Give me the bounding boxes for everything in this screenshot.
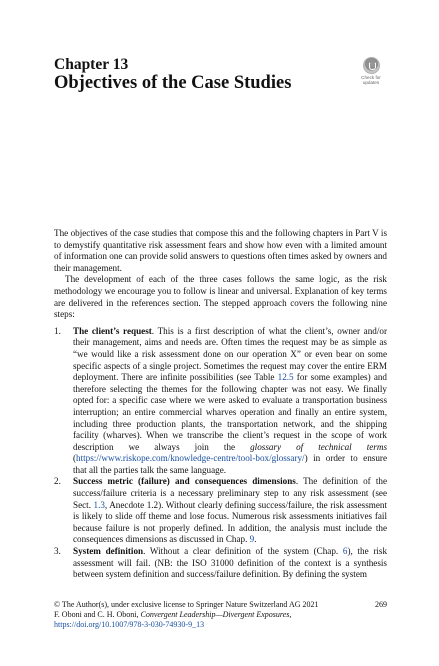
- section-reference-link[interactable]: 1.3: [93, 499, 105, 510]
- citation-line: F. Oboni and C. H. Oboni, Convergent Leadership—Divergent Exposures,: [54, 610, 292, 620]
- glossary-url-link[interactable]: https://www.riskope.com/knowledge-centre/tool-box/glossary/: [76, 453, 305, 464]
- step-title: Success metric (failure) and consequences dimensions: [73, 476, 296, 487]
- chapter-reference-link[interactable]: 9: [249, 534, 255, 545]
- chapter-reference-link[interactable]: 6: [342, 546, 348, 557]
- list-item: 1. The client’s request. This is a first description of what the client’s, owner and/or their management, aims and needs are. Often times the request may be as simple as “we would like a risk assessment done on our operation X” or even bear on some specific aspects of a single project. Sometimes the request may cover the entire ERM deployment. There are infinite possibilities (see Table 12.5 for some examples) and therefore selecting the themes for the following chapter was not easy. We finally opted for: a specific case where we were asked to evaluate a transportation business interruption; an entire commercial wharves operation and finally an entire system, including three production plants, the transportation network, and the shipping facility (wharves). When we transcribe the client’s request in the scope of work description we always join the glossary of technical terms (https://www.riskope.com/knowledge-centre/tool-box/glossary/) in order to ensure that all the parties talk the same language.: [54, 325, 387, 475]
- chapter-title: Objectives of the Case Studies: [54, 73, 292, 93]
- doi-link[interactable]: https://doi.org/10.1007/978-3-030-74930-9_13: [54, 620, 205, 630]
- check-for-updates-badge[interactable]: [356, 57, 386, 93]
- citation-authors: F. Oboni and C. H. Oboni,: [54, 610, 141, 620]
- citation-book-title: Convergent Leadership—Divergent Exposures: [140, 610, 290, 620]
- badge-text: [356, 75, 386, 85]
- chapter-body: [54, 228, 387, 581]
- list-item: 2. Success metric (failure) and consequences dimensions. The definition of the success/failure criteria is a necessary preliminary step to any risk assessment (see Sect. 1.3, Anecdote 1.2). Without clearly defining success/failure, the risk assessment is likely to slide off theme and lose focus. Numerous risk assessments initiatives fail because failure is not properly defined. In addition, the analysis must include the consequences dimensions as discussed in Chap. 9.: [54, 476, 387, 545]
- table-reference-link[interactable]: 12.5: [277, 372, 294, 383]
- list-item: 3. System definition. Without a clear definition of the system (Chap. 6), the risk assessment will fail. (NB: the ISO 31000 definition of the context is a synthesis between system definition and success/failure definition. By defining the system: [54, 546, 388, 580]
- step-number: 1.: [54, 325, 61, 336]
- step-number: 2.: [54, 476, 61, 487]
- step-title: The client’s request: [73, 325, 152, 336]
- badge-line-1: Check for: [361, 75, 381, 80]
- check-updates-icon: [363, 57, 380, 74]
- paragraph-intro: The objectives of the case studies that compose this and the following chapters in Part V is to demystify quantitative risk assessment fears and show how even with a limited amount of information one can provide solid answers to questions often times asked by owners and their management.: [54, 228, 387, 273]
- paragraph-method: The development of each of the three cases follows the same logic, as the risk methodology we encourage you to follow is linear and universal. Explanation of key terms are delivered in the references section. The stepped approach covers the following nine steps:: [54, 274, 387, 320]
- chapter-label: Chapter 13: [54, 56, 129, 73]
- step-number: 3.: [54, 546, 61, 557]
- page-footer: [54, 600, 387, 630]
- glossary-term: glossary of technical terms: [250, 441, 387, 452]
- copyright-notice: © The Author(s), under exclusive license to Springer Nature Switzerland AG 2021: [54, 600, 319, 609]
- step-title: System definition: [73, 546, 144, 557]
- page-number: 269: [375, 600, 387, 609]
- badge-line-2: updates: [362, 80, 380, 85]
- steps-list: [54, 326, 387, 581]
